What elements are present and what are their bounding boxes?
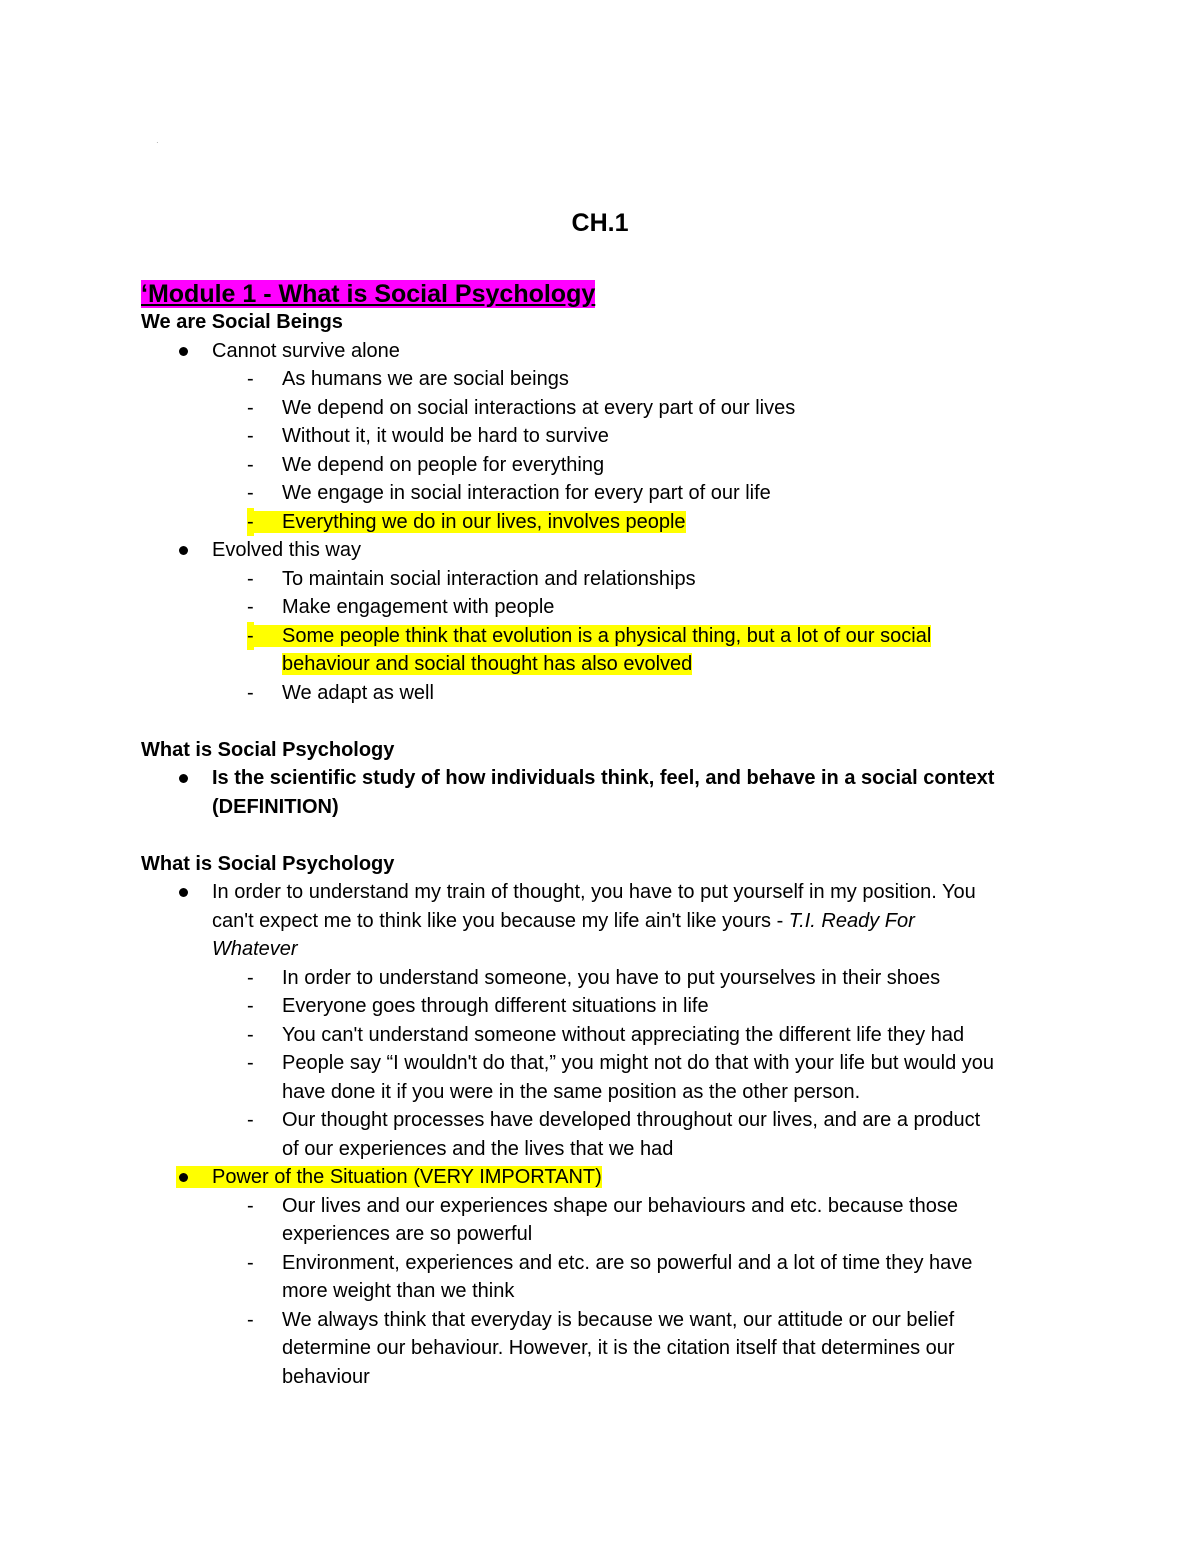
module-heading-text: ‘Module 1 - What is Social Psychology: [141, 280, 596, 308]
list-item-text: We adapt as well: [282, 681, 434, 704]
list-item-text-continued: have done it if you were in the same position as the other person.: [282, 1080, 861, 1103]
dash-icon: -: [247, 396, 254, 419]
quote-line: In order to understand my train of thought, you have to put yourself in my position. You: [212, 881, 976, 903]
list-item-text: Make engagement with people: [282, 596, 555, 618]
dash-icon: -: [247, 966, 254, 989]
dash-icon: -: [247, 368, 254, 390]
list-item: [141, 365, 1071, 394]
spacer: [141, 707, 1071, 736]
bullet-power-of-situation: [141, 1163, 1071, 1192]
definition-label: (DEFINITION): [212, 795, 339, 818]
corner-mark: ·: [156, 138, 159, 147]
bullet-text: Evolved this way: [212, 539, 361, 561]
bullet-definition: [141, 764, 1071, 821]
bullet-dot-icon: [179, 546, 188, 555]
list-item: [141, 422, 1071, 451]
list-item: [141, 1249, 1071, 1306]
list-item-text-continued: determine our behaviour. However, it is the citation itself that determines our: [282, 1337, 955, 1359]
definition-text: Is the scientific study of how individuals think, feel, and behave in a social context: [212, 767, 995, 789]
dash-icon: -: [247, 596, 254, 618]
list-item-text: Our lives and our experiences shape our behaviours and etc. because those: [282, 1194, 958, 1217]
list-item: [141, 565, 1071, 594]
list-item-text: In order to understand someone, you have to put yourselves in their shoes: [282, 966, 941, 989]
list-item-text: Some people think that evolution is a physical thing, but a lot of our social: [247, 625, 931, 647]
list-item: [141, 394, 1071, 423]
list-item-text: Everyone goes through different situations in life: [282, 995, 709, 1017]
list-item-highlighted: [141, 622, 1071, 651]
bullet-cannot-survive: [141, 337, 1071, 366]
list-item: [141, 1049, 1071, 1106]
list-item-text: behaviour and social thought has also evolved: [282, 653, 693, 675]
list-item: [141, 479, 1071, 508]
list-item-text-continued: behaviour: [282, 1365, 370, 1388]
list-item-text: Environment, experiences and etc. are so powerful and a lot of time they have: [282, 1251, 973, 1274]
document-title: CH.1: [571, 209, 629, 237]
dash-icon: -: [247, 1052, 254, 1074]
section-definition-list: [141, 764, 1071, 821]
section-heading-what-is: What is Social Psychology: [141, 738, 395, 761]
list-item-text: We depend on people for everything: [282, 453, 605, 476]
dash-icon: -: [247, 567, 254, 590]
spacer: [141, 821, 1071, 850]
bullet-text: Cannot survive alone: [212, 339, 400, 362]
bullet-dot-icon: [179, 774, 188, 783]
dash-icon: -: [247, 1194, 254, 1217]
quote-attribution-continued: Whatever: [212, 938, 298, 960]
dash-icon: -: [247, 1109, 254, 1131]
section-social-beings-list: [141, 337, 1071, 708]
bullet-evolved: [141, 536, 1071, 565]
dash-icon: -: [247, 1308, 254, 1331]
bullet-dot-icon: [179, 888, 188, 897]
document-body: [141, 276, 1071, 1391]
section-heading-social-beings: We are Social Beings: [141, 311, 343, 333]
list-item-text: We depend on social interactions at every part of our lives: [282, 396, 796, 419]
bullet-dot-icon: [179, 1173, 188, 1182]
dash-icon: -: [247, 508, 254, 537]
list-item-text: We engage in social interaction for every part of our life: [282, 482, 771, 504]
dash-icon: -: [247, 482, 254, 504]
dash-icon: -: [247, 1251, 254, 1274]
dash-icon: -: [247, 681, 254, 704]
list-item: [141, 1306, 1071, 1392]
quote-text: can't expect me to think like you because my life ain't like yours -: [212, 909, 789, 932]
list-item-text: We always think that everyday is because we want, our attitude or our belief: [282, 1308, 955, 1331]
dash-icon: -: [247, 1023, 254, 1046]
list-item: [141, 593, 1071, 622]
dash-icon: -: [247, 453, 254, 476]
list-item: [141, 1192, 1071, 1249]
list-item-text-continued: of our experiences and the lives that we had: [282, 1137, 674, 1160]
list-item: [141, 451, 1071, 480]
section-details-list: [141, 878, 1071, 1391]
list-item-text: People say “I wouldn't do that,” you might not do that with your life but would you: [282, 1052, 995, 1074]
list-item-highlighted: [141, 508, 1071, 537]
list-item-text: You can't understand someone without appreciating the different life they had: [282, 1023, 965, 1046]
list-item-highlighted-continued: [141, 650, 1071, 679]
list-item-text: Everything we do in our lives, involves people: [247, 511, 686, 533]
list-item-text: To maintain social interaction and relationships: [282, 567, 696, 590]
quote-attribution: T.I. Ready For: [788, 909, 915, 932]
module-heading: [141, 276, 1071, 312]
list-item-text: As humans we are social beings: [282, 368, 569, 390]
dash-icon: -: [247, 425, 254, 447]
section-heading-what-is-2: What is Social Psychology: [141, 852, 395, 875]
list-item: [141, 1021, 1071, 1050]
bullet-text: Power of the Situation (VERY IMPORTANT): [176, 1166, 602, 1188]
bullet-dot-icon: [179, 347, 188, 356]
list-item-text: Our thought processes have developed throughout our lives, and are a product: [282, 1109, 981, 1131]
list-item-text: Without it, it would be hard to survive: [282, 425, 609, 447]
bullet-quote: [141, 878, 1071, 964]
list-item: [141, 679, 1071, 708]
quote-line: [212, 907, 1071, 936]
list-item: [141, 992, 1071, 1021]
list-item-text-continued: more weight than we think: [282, 1280, 515, 1302]
dash-icon: -: [247, 622, 254, 651]
list-item: [141, 1106, 1071, 1163]
dash-icon: -: [247, 995, 254, 1017]
list-item: [141, 964, 1071, 993]
list-item-text-continued: experiences are so powerful: [282, 1223, 533, 1245]
